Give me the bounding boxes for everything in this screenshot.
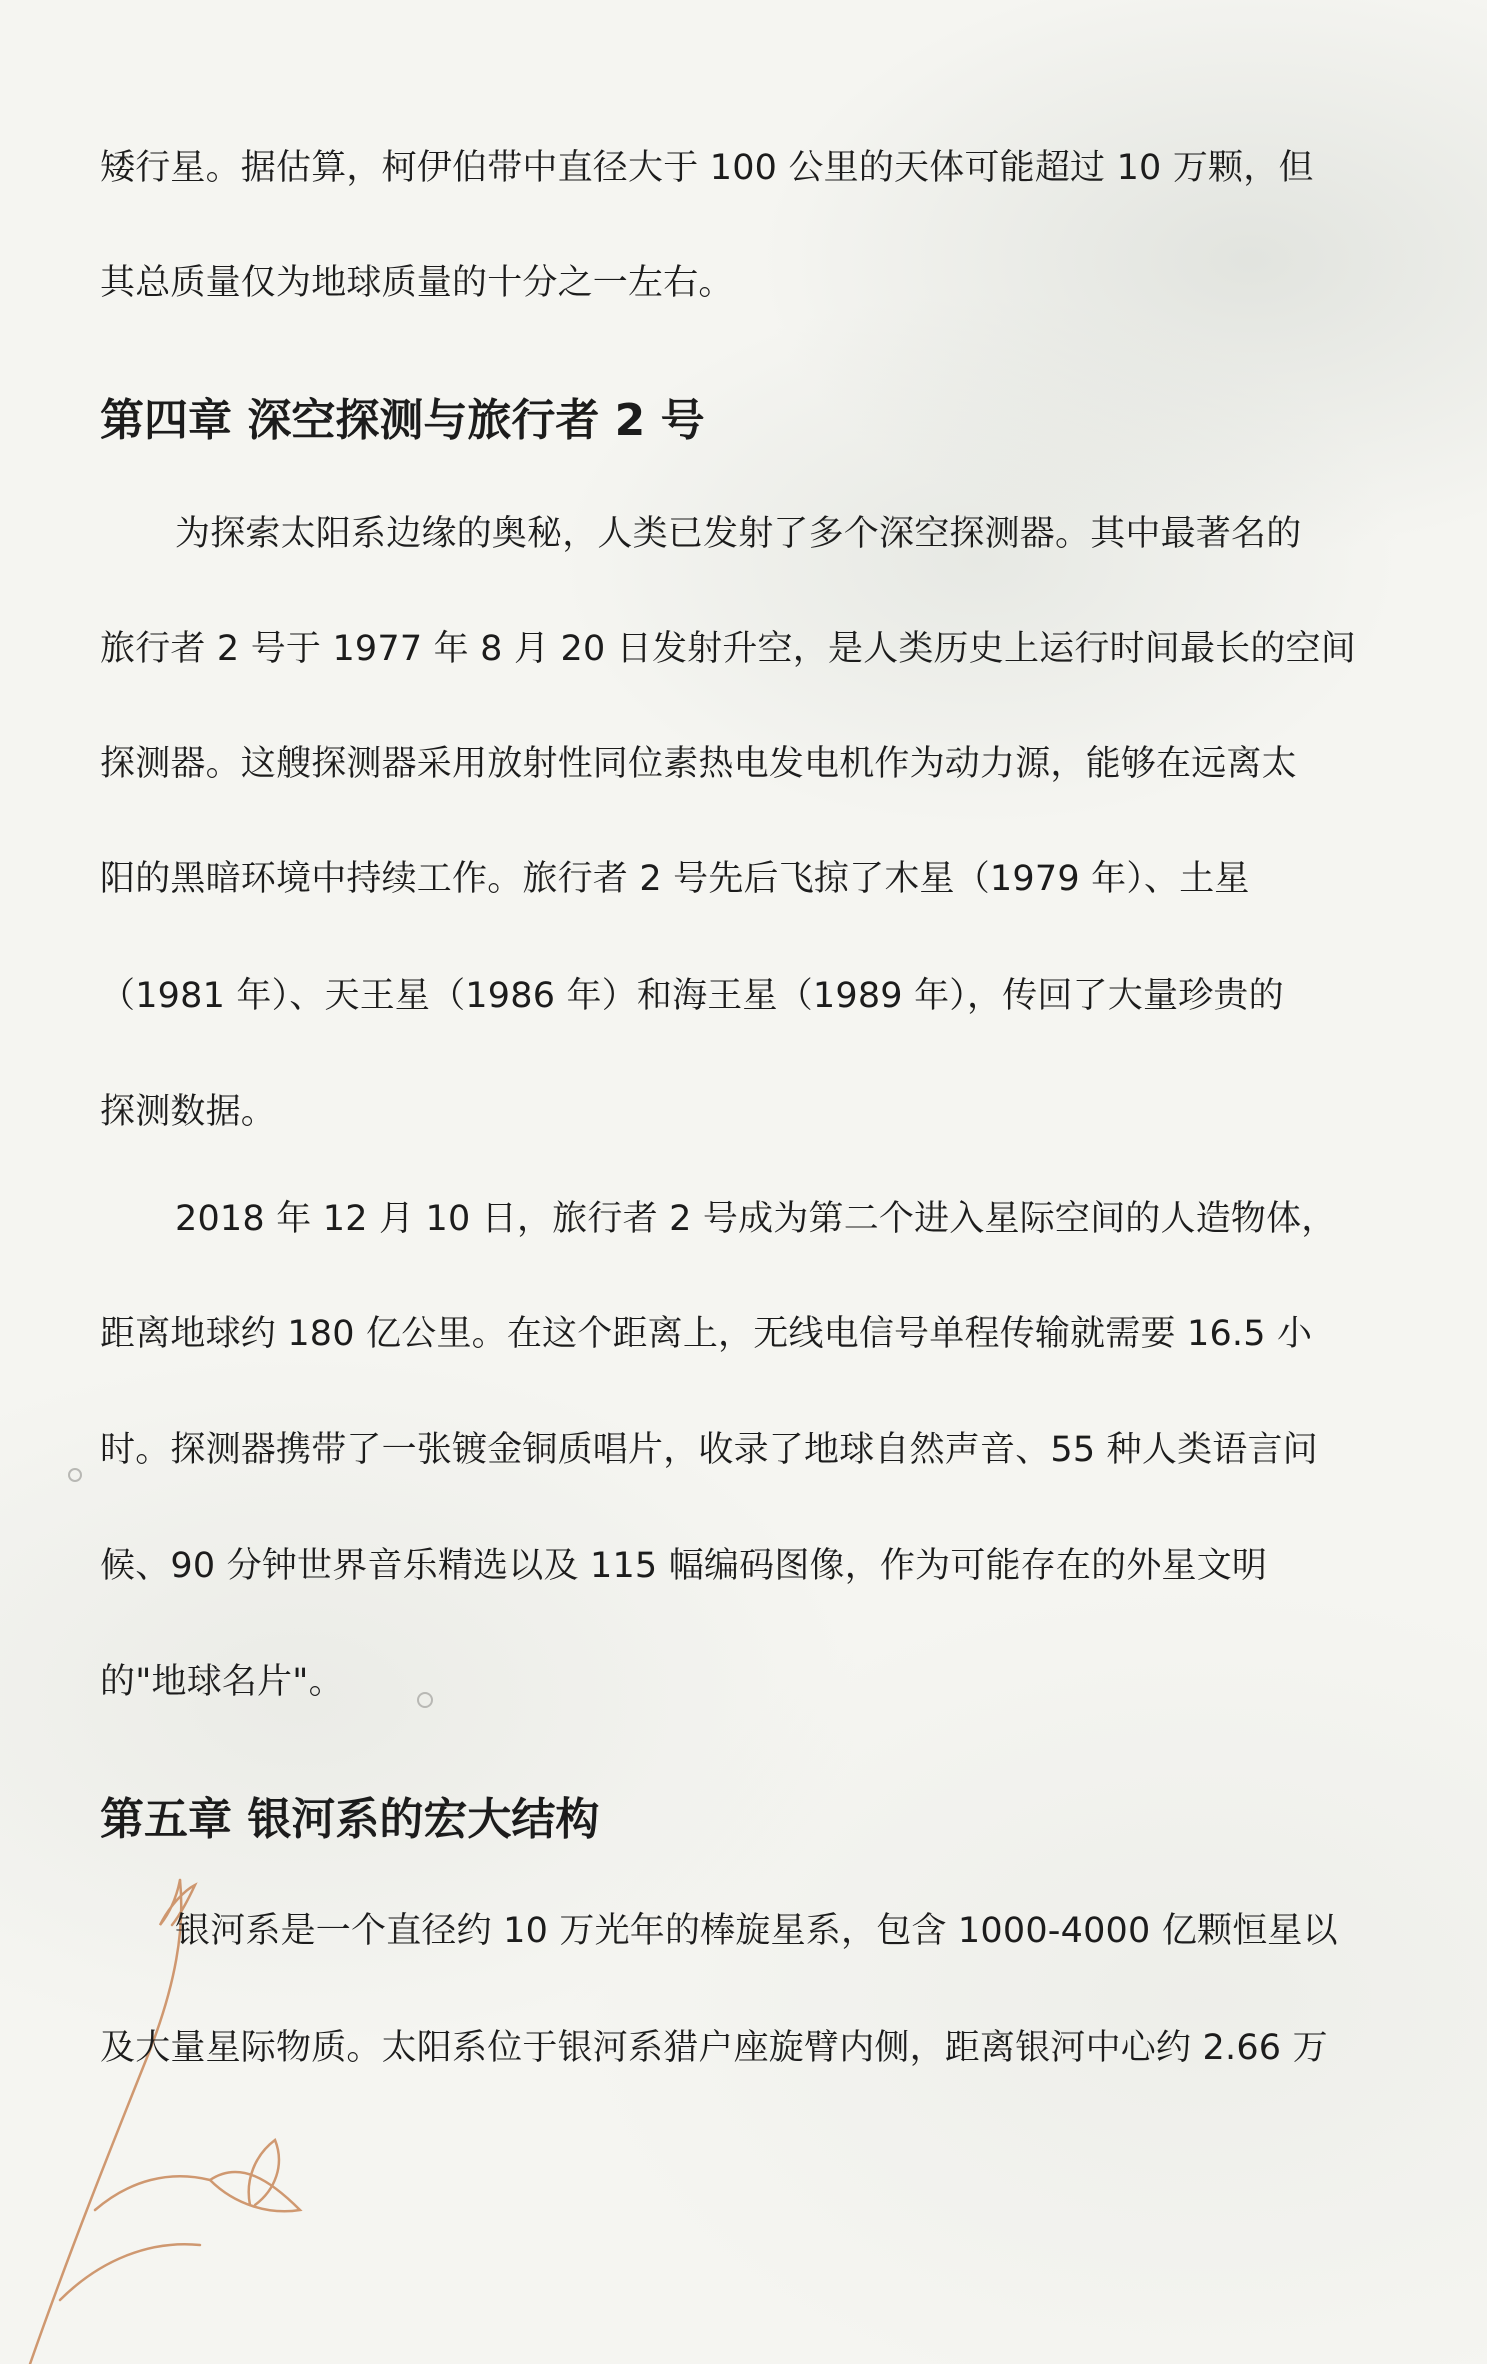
paragraph-line: 矮行星。据估算，柯伊伯带中直径大于 100 公里的天体可能超过 10 万颗，但	[100, 148, 1314, 188]
paragraph-line: 距离地球约 180 亿公里。在这个距离上，无线电信号单程传输就需要 16.5 小	[100, 1314, 1313, 1354]
paragraph-line: 及大量星际物质。太阳系位于银河系猎户座旋臂内侧，距离银河中心约 2.66 万	[100, 2028, 1328, 2068]
chapter-heading: 第四章 深空探测与旅行者 2 号	[100, 395, 705, 446]
paragraph-line: 候、90 分钟世界音乐精选以及 115 幅编码图像，作为可能存在的外星文明	[100, 1546, 1268, 1586]
paragraph-line: 2018 年 12 月 10 日，旅行者 2 号成为第二个进入星际空间的人造物体，	[175, 1199, 1337, 1239]
paragraph-line: 阳的黑暗环境中持续工作。旅行者 2 号先后飞掠了木星（1979 年）、土星	[100, 859, 1250, 899]
paragraph-line: 银河系是一个直径约 10 万光年的棒旋星系，包含 1000-4000 亿颗恒星以	[175, 1911, 1338, 1951]
paragraph-line: （1981 年）、天王星（1986 年）和海王星（1989 年），传回了大量珍贵的	[100, 976, 1284, 1016]
paragraph-line: 探测数据。	[100, 1092, 277, 1132]
chapter-heading: 第五章 银河系的宏大结构	[100, 1794, 600, 1845]
paragraph-line: 为探索太阳系边缘的奥秘，人类已发射了多个深空探测器。其中最著名的	[175, 514, 1302, 554]
paragraph-line: 其总质量仅为地球质量的十分之一左右。	[100, 263, 734, 303]
paragraph-line: 旅行者 2 号于 1977 年 8 月 20 日发射升空，是人类历史上运行时间最长的空间	[100, 629, 1356, 669]
paragraph-line: 的"地球名片"。	[100, 1662, 344, 1702]
paragraph-line: 时。探测器携带了一张镀金铜质唱片，收录了地球自然声音、55 种人类语言问	[100, 1430, 1318, 1470]
paragraph-line: 探测器。这艘探测器采用放射性同位素热电发电机作为动力源，能够在远离太	[100, 744, 1297, 784]
